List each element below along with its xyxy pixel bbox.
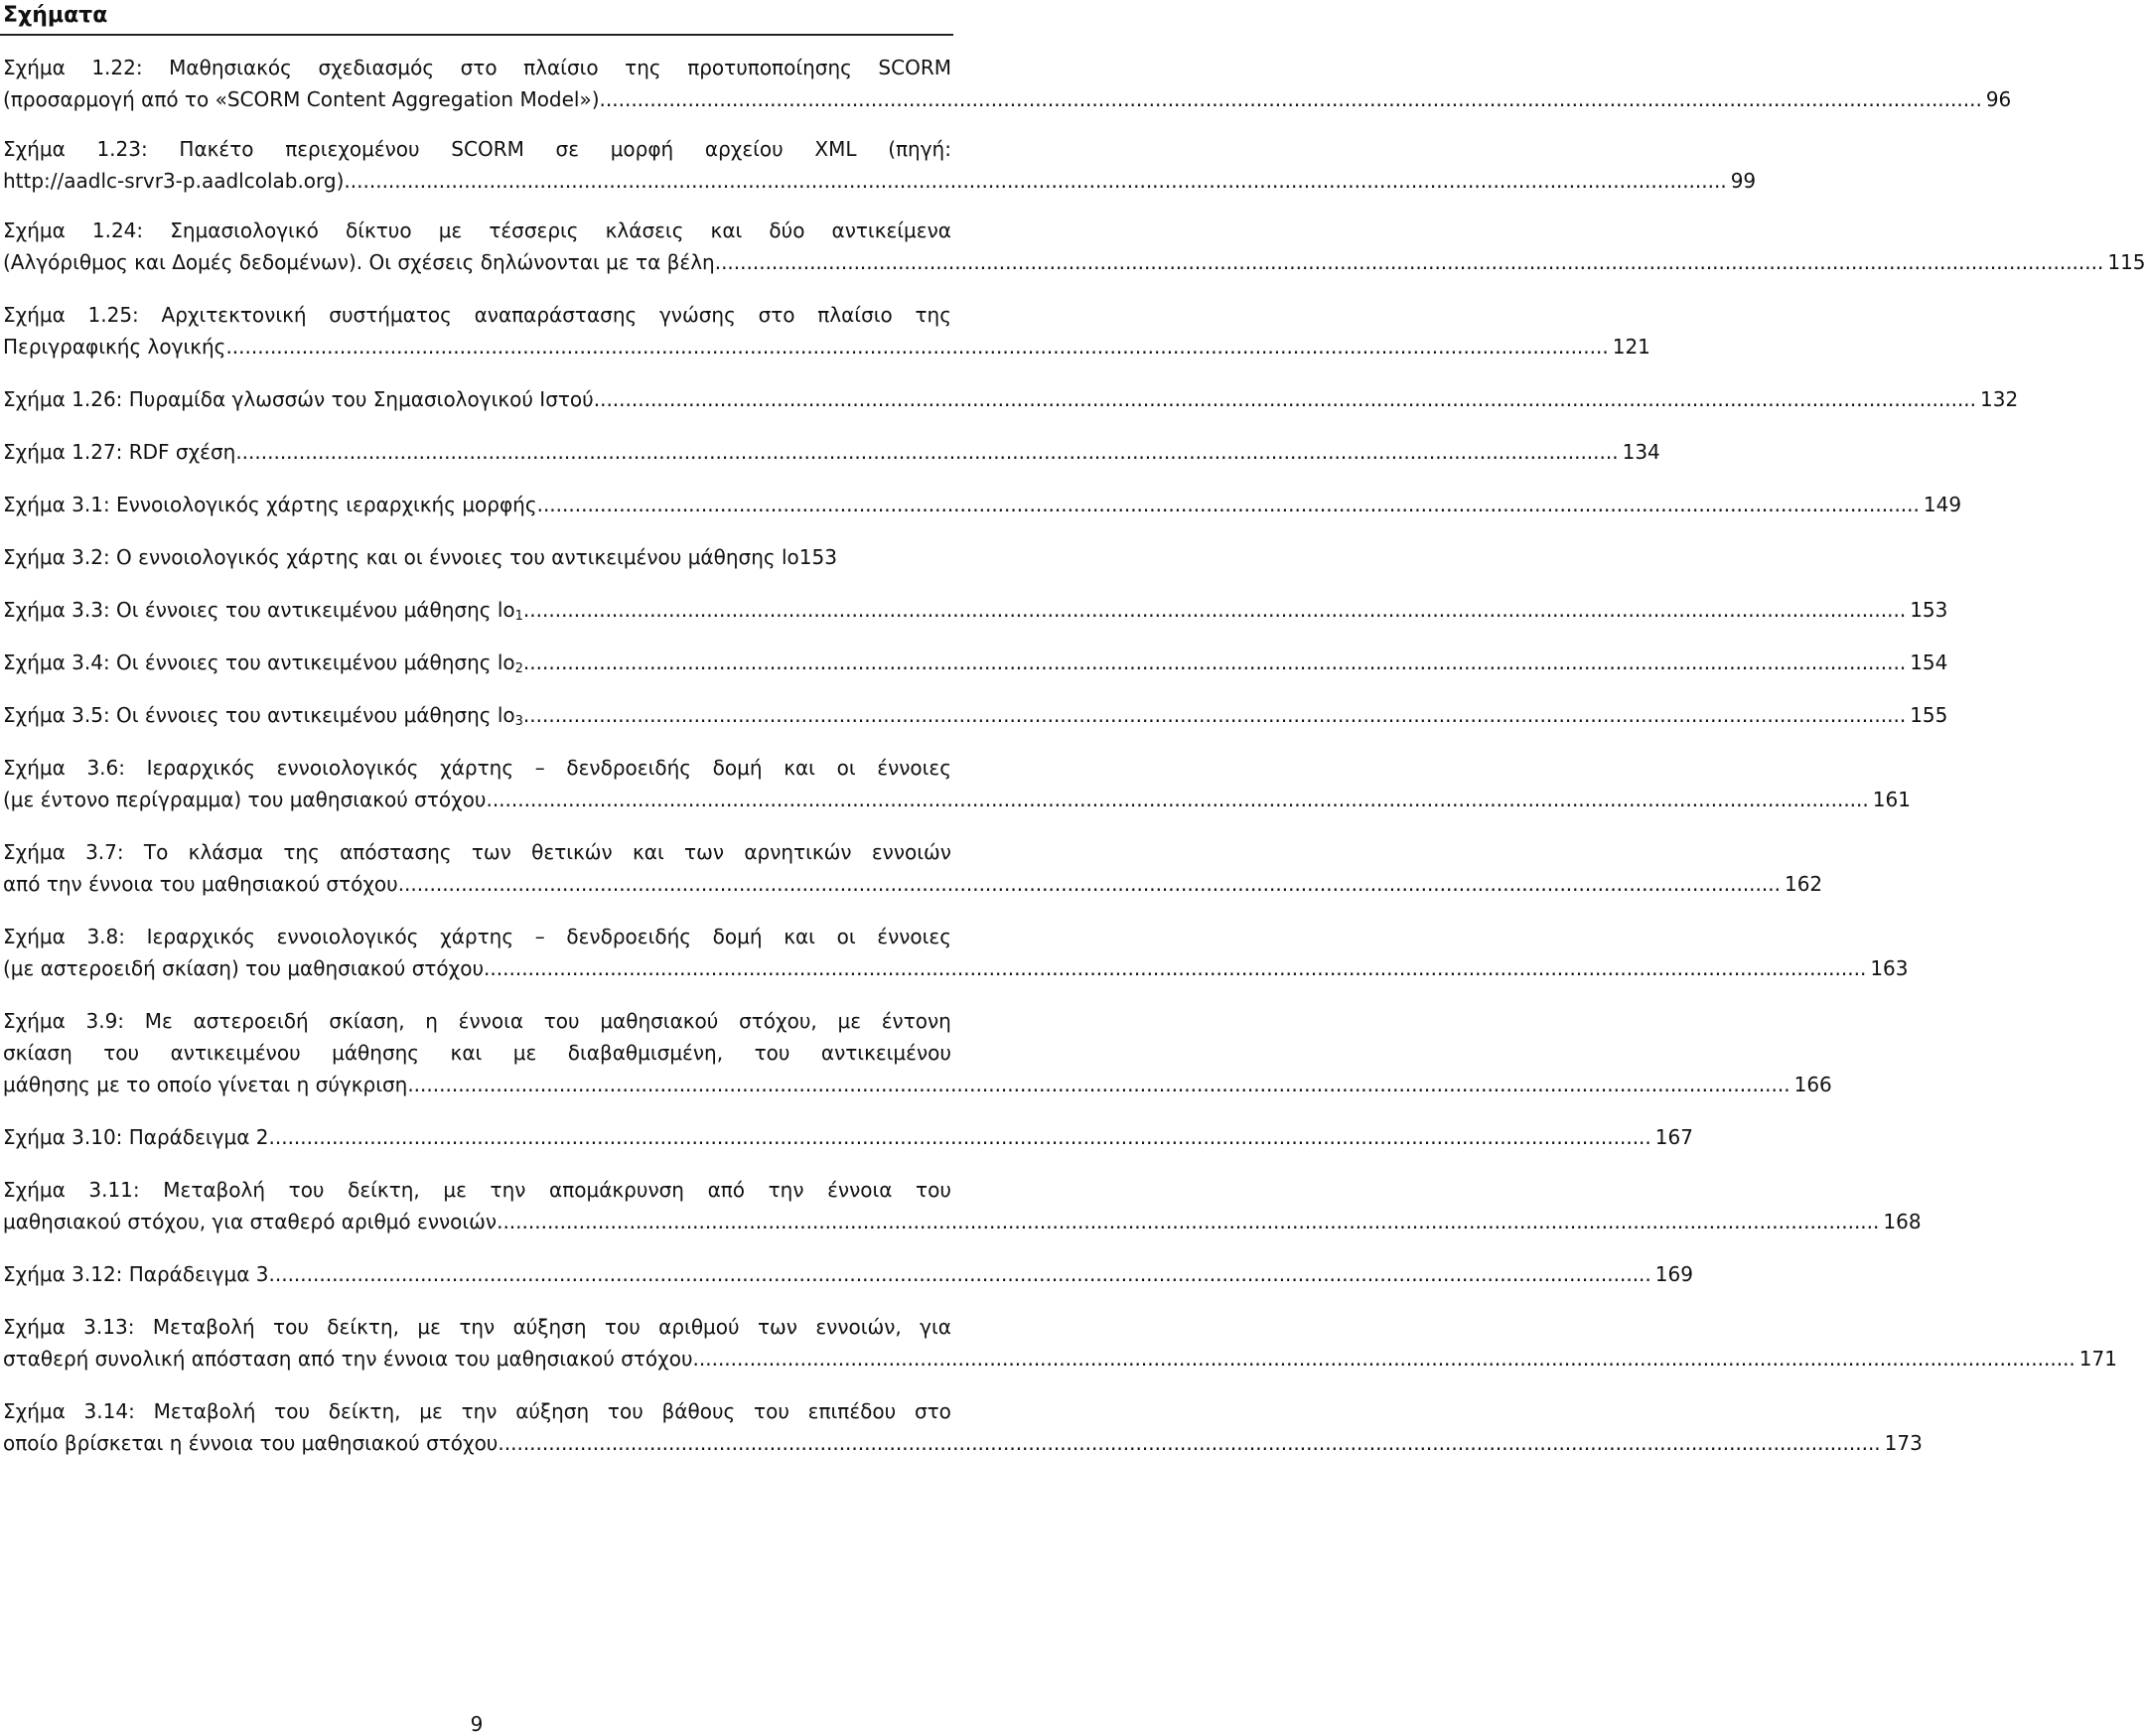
toc-entry-line <box>3 1206 1922 1237</box>
toc-entry-word: εννοιολογικός <box>276 925 419 948</box>
toc-entry-text: μαθησιακού στόχου, για σταθερό αριθμό εννοιών <box>3 1210 498 1233</box>
toc-entry-word: Σχήμα <box>3 1399 66 1423</box>
toc-entry-line <box>3 83 2012 115</box>
toc-entry-word: για <box>920 1315 951 1339</box>
toc-entry-word: οι <box>836 756 856 780</box>
toc-entry-line <box>3 1174 951 1206</box>
toc-entry-text: http://aadlc-srvr3-p.aadlcolab.org) <box>3 169 345 193</box>
leader-dots <box>235 436 1618 468</box>
toc-entry-line <box>3 133 951 165</box>
toc-page-number: 132 <box>1980 387 2019 411</box>
subscript-index: 2 <box>514 661 523 676</box>
toc-entry-word: η <box>425 1009 438 1033</box>
leader-dots <box>594 383 1976 415</box>
toc-entry-word: έντονη <box>881 1009 951 1033</box>
toc-entry-word: SCORM <box>451 137 524 161</box>
leader-dots <box>693 1343 2075 1374</box>
toc-entry-word: SCORM <box>878 56 951 79</box>
toc-page-number: 134 <box>1622 440 1660 464</box>
toc-entry-text: Σχήμα 1.26: Πυραμίδα γλωσσών του Σημασιολογικού Ιστού <box>3 387 594 411</box>
toc-entry[interactable] <box>3 699 1948 731</box>
toc-entry-text: Σχήμα 3.1: Εννοιολογικός χάρτης ιεραρχικής μορφής <box>3 493 537 516</box>
toc-entry-word: Σχήμα <box>3 1178 66 1202</box>
toc-entry-word: του <box>543 1009 580 1033</box>
toc-entry-word: Σχήμα <box>3 56 66 79</box>
toc-entry-line <box>3 594 1948 626</box>
toc-page-number: 115 <box>2107 250 2146 274</box>
toc-entry-line <box>3 1258 1693 1290</box>
toc-entry-line <box>3 246 2146 278</box>
toc-page-number: 171 <box>2078 1347 2117 1371</box>
toc-entry-word: διαβαθμισμένη, <box>567 1041 724 1065</box>
toc-entry-word: δενδροειδής <box>566 756 691 780</box>
leader-dots <box>398 868 1781 900</box>
toc-entry-text: από την έννοια του μαθησιακού στόχου <box>3 872 398 896</box>
toc-entry-word: Μαθησιακός <box>169 56 292 79</box>
toc-entry-word: και <box>784 756 815 780</box>
toc-entry-line <box>3 215 951 246</box>
toc-entry-word: περιεχομένου <box>285 137 420 161</box>
toc-entry-word: γνώσης <box>658 303 736 327</box>
toc-entry-word: 1.25: <box>87 303 139 327</box>
toc-entry-word: Μεταβολή <box>152 1315 255 1339</box>
toc-entry-word: του <box>916 1178 951 1202</box>
toc-entry-line <box>3 836 951 868</box>
toc-page-number: 149 <box>1923 493 1962 516</box>
toc-entry-text: (με έντονο περίγραμμα) του μαθησιακού στόχου <box>3 788 487 811</box>
toc-entry[interactable] <box>3 1258 1693 1290</box>
toc-entry-line <box>3 1395 951 1427</box>
toc-entry-word: Σχήμα <box>3 756 66 780</box>
toc-entry-word: έννοια <box>827 1178 893 1202</box>
toc-entry-word: και <box>633 840 664 864</box>
toc-entry-word: Σχήμα <box>3 1009 66 1033</box>
toc-entry-word: απομάκρυνση <box>549 1178 684 1202</box>
leader-dots <box>537 489 1920 520</box>
toc-entry-word: Πακέτο <box>179 137 254 161</box>
toc-page-number: 121 <box>1612 335 1650 359</box>
toc-entry-word: Μεταβολή <box>153 1399 256 1423</box>
toc-entry[interactable] <box>3 752 1911 815</box>
toc-entry-word: κλάσεις <box>605 218 684 242</box>
toc-entry-word: έννοιες <box>877 756 951 780</box>
toc-entry-word: με <box>419 1399 443 1423</box>
toc-entry-word: Σχήμα <box>3 218 66 242</box>
toc-entry-word: συστήματος <box>329 303 452 327</box>
toc-entry-word: μορφή <box>610 137 674 161</box>
toc-page-number: 153 <box>1910 598 1948 622</box>
toc-entry-line <box>3 647 1948 678</box>
toc-entry-word: δείκτη, <box>328 1399 401 1423</box>
toc-entry[interactable] <box>3 541 951 573</box>
leader-dots <box>498 1427 1880 1459</box>
toc-entry-text-main: Σχήμα 3.3: Οι έννοιες του αντικειμένου μάθησης lo <box>3 598 515 622</box>
toc-entry-word: και <box>784 925 815 948</box>
toc-entry-text: Σχήμα 1.27: RDF σχέση <box>3 440 236 464</box>
toc-entry-word: σε <box>555 137 580 161</box>
toc-entry-word: αρχείου <box>704 137 784 161</box>
toc-entry-word: πλαίσιο <box>817 303 893 327</box>
toc-entry-word: αντικειμένου <box>170 1041 301 1065</box>
leader-dots <box>486 784 1868 815</box>
leader-dots <box>269 1258 1651 1290</box>
toc-entry-word: θετικών <box>531 840 613 864</box>
toc-entry-text: (με αστεροειδή σκίαση) του μαθησιακού στόχου <box>3 956 485 980</box>
toc-page-number: 168 <box>1883 1210 1922 1233</box>
toc-entry-word: Μεταβολή <box>163 1178 266 1202</box>
toc-entry-word: της <box>625 56 661 79</box>
toc-entry-word: την <box>461 1399 498 1423</box>
toc-page-number: 162 <box>1784 872 1823 896</box>
toc-entry-word: των <box>684 840 725 864</box>
leader-dots <box>523 594 1906 626</box>
toc-entry-word: αναπαράστασης <box>474 303 638 327</box>
toc-entry-word: αύξηση <box>512 1315 587 1339</box>
leader-dots <box>407 1069 1789 1100</box>
toc-entry-word: κλάσμα <box>188 840 264 864</box>
toc-entry[interactable] <box>3 836 1823 900</box>
leader-dots <box>600 83 1982 115</box>
toc-entry-word: στο <box>460 56 498 79</box>
toc-entry-word: (πηγή: <box>888 137 951 161</box>
toc-entry-word: 3.7: <box>85 840 124 864</box>
toc-entry[interactable] <box>3 383 2019 415</box>
toc-page-number: 166 <box>1793 1073 1832 1096</box>
toc-page-number: 161 <box>1872 788 1911 811</box>
toc-entry-word: και <box>450 1041 483 1065</box>
toc-entry-text: Σχήμα 3.10: Παράδειγμα 2 <box>3 1125 269 1149</box>
toc-entry-word: τέσσερις <box>489 218 579 242</box>
toc-entry-line <box>3 784 1911 815</box>
toc-entry[interactable] <box>3 489 1962 520</box>
toc-page-number: 169 <box>1654 1262 1693 1286</box>
toc-page-number: 163 <box>1870 956 1909 980</box>
toc-entry-word: Με <box>144 1009 173 1033</box>
toc-entry-word: του <box>607 1399 644 1423</box>
toc-entry-text: Περιγραφικής λογικής <box>3 335 226 359</box>
section-title: Σχήματα <box>3 3 108 28</box>
toc-entry-word: πλαίσιο <box>523 56 599 79</box>
toc-entry-text: οποίο βρίσκεται η έννοια του μαθησιακού στόχου <box>3 1431 499 1455</box>
toc-entry[interactable] <box>3 1005 1832 1100</box>
toc-entry-line <box>3 1311 951 1343</box>
toc-entry-line <box>3 699 1948 731</box>
toc-page-number: 99 <box>1730 169 1757 193</box>
toc-entry-word: 3.14: <box>83 1399 135 1423</box>
toc-entry-line <box>3 1343 2117 1374</box>
leader-dots <box>225 331 1608 362</box>
toc-entry-word: των <box>471 840 511 864</box>
toc-entry-word: σκίαση, <box>329 1009 405 1033</box>
toc-entry-word: των <box>757 1315 797 1339</box>
leader-dots <box>484 952 1866 984</box>
toc-entry-word: από <box>707 1178 746 1202</box>
toc-entry-word: δείκτη, <box>327 1315 399 1339</box>
toc-entry-word: αντικείμενα <box>831 218 951 242</box>
toc-entry-word: με <box>443 1178 467 1202</box>
leader-dots <box>523 699 1906 731</box>
toc-entry-word: εννοιών <box>871 840 951 864</box>
toc-entry-word: την <box>459 1315 496 1339</box>
toc-entry-word: με <box>438 218 463 242</box>
list-of-figures <box>3 52 2146 1459</box>
toc-entry[interactable] <box>3 1174 1922 1237</box>
leader-dots <box>497 1206 1879 1237</box>
toc-entry-word: σχεδιασμός <box>318 56 435 79</box>
toc-entry-word: οι <box>836 925 856 948</box>
toc-entry[interactable] <box>3 594 1948 626</box>
toc-entry-line <box>3 1037 951 1069</box>
toc-entry-word: – <box>534 925 545 948</box>
page-number: 9 <box>470 1712 484 1736</box>
toc-entry-word: στόχου, <box>739 1009 817 1033</box>
toc-entry-word: 1.24: <box>91 218 144 242</box>
toc-entry-text: σταθερή συνολική απόσταση από την έννοια του μαθησιακού στόχου <box>3 1347 693 1371</box>
toc-entry-line <box>3 331 1650 362</box>
toc-entry-word: με <box>512 1041 537 1065</box>
toc-entry-line <box>3 383 2019 415</box>
toc-entry-line <box>3 1069 1832 1100</box>
toc-entry-line <box>3 52 951 83</box>
toc-entry-word: χάρτης <box>440 925 514 948</box>
toc-page-number: 96 <box>1985 87 2012 111</box>
toc-entry-word: Ιεραρχικός <box>146 925 256 948</box>
toc-entry[interactable] <box>3 215 2146 278</box>
toc-entry-line <box>3 436 1660 468</box>
toc-entry-word: απόστασης <box>340 840 452 864</box>
toc-page-number: 155 <box>1910 703 1948 727</box>
toc-entry-word: Σχήμα <box>3 137 66 161</box>
toc-entry-word: αστεροειδή <box>193 1009 309 1033</box>
toc-entry-word: δενδροειδής <box>566 925 691 948</box>
toc-entry-word: Σχήμα <box>3 840 66 864</box>
title-underline <box>0 34 953 36</box>
toc-entry-word: – <box>534 756 545 780</box>
toc-entry-word: 3.11: <box>88 1178 140 1202</box>
toc-entry-word: εννοιολογικός <box>276 756 419 780</box>
toc-entry-word: Σχήμα <box>3 303 66 327</box>
toc-entry-word: Σχήμα <box>3 1315 66 1339</box>
toc-entry-word: 3.9: <box>85 1009 125 1033</box>
toc-entry-line <box>3 952 1909 984</box>
toc-entry[interactable] <box>3 1395 1923 1459</box>
toc-entry-word: 3.13: <box>83 1315 135 1339</box>
leader-dots <box>344 165 1726 197</box>
toc-entry-line <box>3 921 951 952</box>
toc-entry-word: την <box>768 1178 804 1202</box>
subscript-index: 3 <box>514 714 523 729</box>
toc-entry-word: μαθησιακού <box>600 1009 719 1033</box>
toc-entry-word: του <box>288 1178 325 1202</box>
toc-entry-word: προτυποποίησης <box>687 56 852 79</box>
subscript-index: 1 <box>514 609 523 624</box>
toc-entry-word: δομή <box>712 756 763 780</box>
toc-entry-word: Σημασιολογικό <box>170 218 319 242</box>
toc-entry-text-main: Σχήμα 3.4: Οι έννοιες του αντικειμένου μάθησης lo <box>3 651 515 674</box>
toc-entry-word: XML <box>814 137 857 161</box>
toc-entry-word: δομή <box>712 925 763 948</box>
toc-page-number: 173 <box>1884 1431 1923 1455</box>
toc-entry-word: έννοιες <box>877 925 951 948</box>
toc-entry-text: (προσαρμογή από το «SCORM Content Aggregation Model») <box>3 87 600 111</box>
toc-page-number: 154 <box>1910 651 1948 674</box>
toc-entry-line <box>3 489 1962 520</box>
toc-entry-text: μάθησης με το οποίο γίνεται η σύγκριση <box>3 1073 408 1096</box>
toc-entry-word: της <box>283 840 320 864</box>
toc-entry-word: αύξηση <box>515 1399 590 1423</box>
toc-entry-line <box>3 1427 1923 1459</box>
toc-entry-word: αριθμού <box>658 1315 740 1339</box>
toc-entry-word: του <box>274 1399 311 1423</box>
toc-entry-word: αντικειμένου <box>820 1041 951 1065</box>
toc-entry-word: 1.22: <box>91 56 143 79</box>
toc-entry-word: στο <box>758 303 795 327</box>
toc-entry-text: Σχήμα 3.12: Παράδειγμα 3 <box>3 1262 269 1286</box>
toc-entry-text: Σχήμα 3.2: Ο εννοιολογικός χάρτης και οι έννοιες του αντικειμένου μάθησης lo <box>3 545 799 569</box>
toc-page-number: 167 <box>1654 1125 1693 1149</box>
toc-entry-text: (Αλγόριθμος και Δομές δεδομένων). Οι σχέσεις δηλώνονται με τα βέλη. <box>3 250 722 274</box>
toc-entry-word: του <box>604 1315 641 1339</box>
toc-entry-word: με <box>417 1315 441 1339</box>
toc-entry-word: επιπέδου <box>807 1399 897 1423</box>
toc-entry-word: της <box>915 303 951 327</box>
leader-dots <box>523 647 1906 678</box>
toc-entry[interactable] <box>3 436 1660 468</box>
toc-entry-word: εννοιών, <box>815 1315 902 1339</box>
toc-entry-line <box>3 541 951 573</box>
toc-entry-line <box>3 1005 951 1037</box>
toc-entry-word: έννοια <box>458 1009 524 1033</box>
toc-entry[interactable] <box>3 921 1909 984</box>
toc-entry-word: σκίαση <box>3 1041 72 1065</box>
toc-entry-text <box>3 699 523 731</box>
toc-entry[interactable] <box>3 1311 2117 1374</box>
toc-entry-text-main: Σχήμα 3.5: Οι έννοιες του αντικειμένου μάθησης lo <box>3 703 515 727</box>
toc-page-number: 153 <box>798 545 837 569</box>
leader-dots <box>721 246 2103 278</box>
toc-entry-line <box>3 752 951 784</box>
toc-entry-line <box>3 165 1757 197</box>
toc-entry-word: Το <box>143 840 169 864</box>
toc-entry-line <box>3 1121 1693 1153</box>
toc-entry-word: του <box>273 1315 309 1339</box>
toc-entry-word: δείκτη, <box>348 1178 420 1202</box>
toc-entry-line <box>3 868 1823 900</box>
toc-entry[interactable] <box>3 647 1948 678</box>
toc-entry-word: μάθησης <box>332 1041 420 1065</box>
toc-entry-word: την <box>490 1178 526 1202</box>
toc-entry-word: δύο <box>769 218 805 242</box>
toc-entry-word: του <box>754 1041 790 1065</box>
toc-entry-word: αρνητικών <box>744 840 852 864</box>
toc-entry-word: βάθους <box>661 1399 736 1423</box>
toc-entry-text <box>3 594 523 626</box>
toc-entry[interactable] <box>3 52 2012 115</box>
toc-entry-word: στο <box>914 1399 951 1423</box>
toc-entry[interactable] <box>3 133 1757 197</box>
toc-entry-word: του <box>103 1041 140 1065</box>
leader-dots <box>269 1121 1651 1153</box>
toc-entry-word: Αρχιτεκτονική <box>161 303 307 327</box>
toc-entry[interactable] <box>3 1121 1693 1153</box>
toc-entry-word: με <box>837 1009 862 1033</box>
toc-entry-text <box>3 647 523 678</box>
toc-entry[interactable] <box>3 299 1650 362</box>
toc-entry-word: και <box>710 218 743 242</box>
toc-entry-word: δίκτυο <box>345 218 412 242</box>
toc-entry-word: Ιεραρχικός <box>146 756 256 780</box>
toc-entry-word: Σχήμα <box>3 925 66 948</box>
toc-entry-word: 1.23: <box>96 137 148 161</box>
toc-entry-word: χάρτης <box>440 756 514 780</box>
toc-entry-word: 3.6: <box>86 756 125 780</box>
toc-entry-word: 3.8: <box>86 925 125 948</box>
toc-entry-line <box>3 299 951 331</box>
toc-entry-word: του <box>754 1399 789 1423</box>
